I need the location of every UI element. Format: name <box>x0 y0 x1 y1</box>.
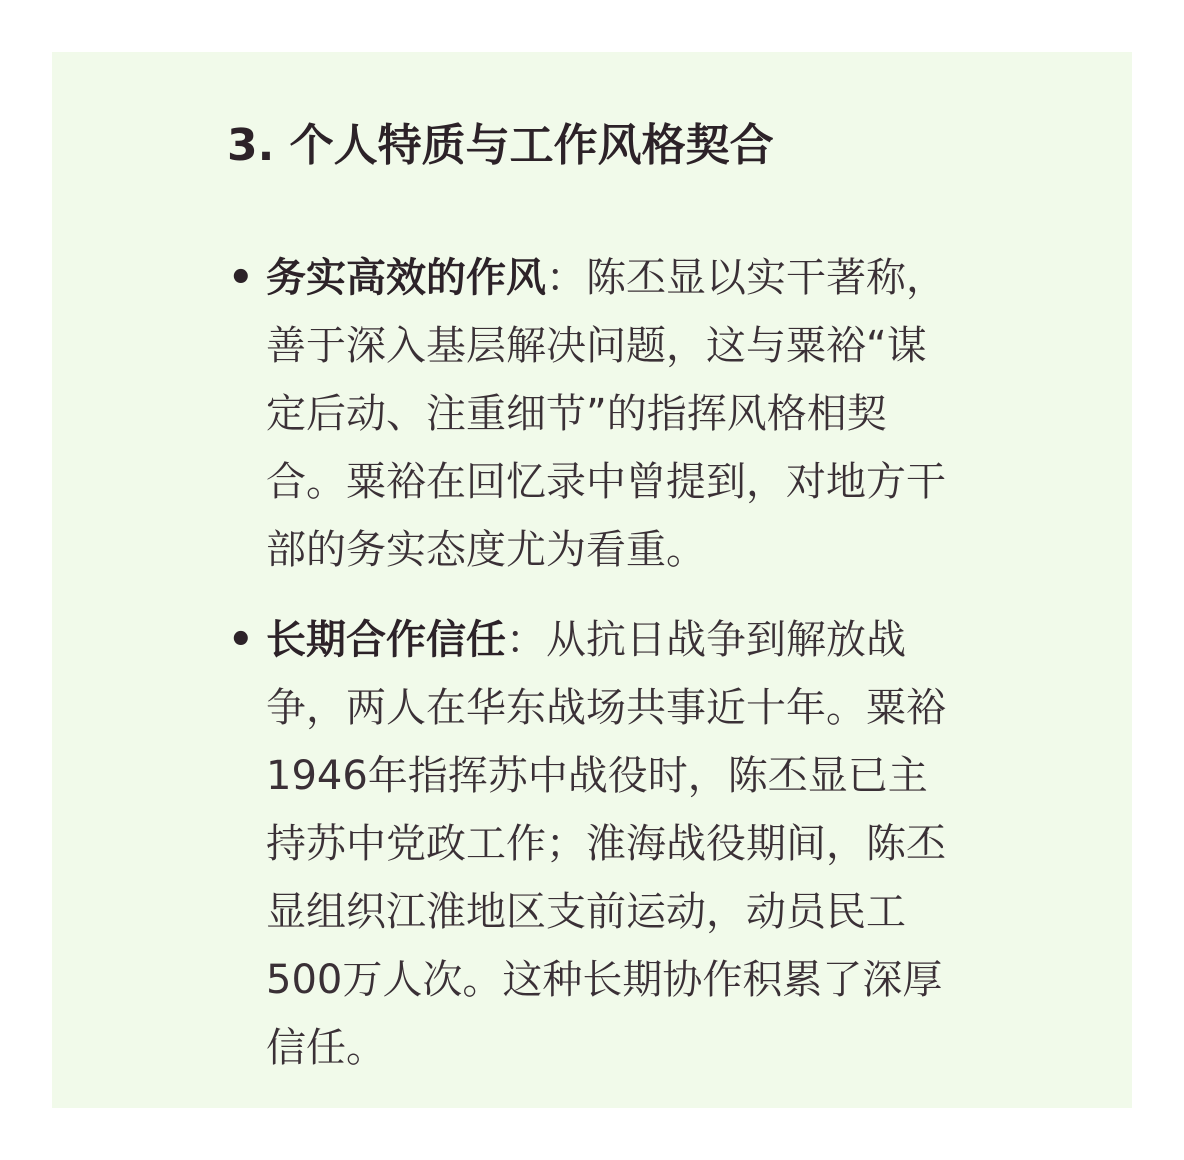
paragraph-line: 定后动、注重细节”的指挥风格相契 <box>266 391 887 437</box>
paragraph-line <box>266 244 1096 312</box>
bullet-label: 长期合作信任 <box>266 617 506 663</box>
bullet-marker: • <box>228 255 254 301</box>
paragraph-line: 1946年指挥苏中战役时，陈丕显已主 <box>266 753 928 799</box>
bullet-paragraph-pragmatic-style <box>266 244 1096 584</box>
paragraph-line: 500万人次。这种长期协作积累了深厚 <box>266 957 943 1003</box>
paragraph-line: 信任。 <box>266 1025 386 1071</box>
paragraph-line: 部的务实态度尤为看重。 <box>266 527 706 573</box>
paragraph-text: ：陈丕显以实干著称， <box>546 255 946 301</box>
paragraph-text: ：从抗日战争到解放战 <box>506 617 906 663</box>
bullet-paragraph-long-term-trust <box>266 606 1096 1082</box>
paragraph-line: 持苏中党政工作；淮海战役期间，陈丕 <box>266 821 946 867</box>
section-heading: 3. 个人特质与工作风格契合 <box>227 120 774 171</box>
paragraph-line: 善于深入基层解决问题，这与粟裕“谋 <box>266 323 927 369</box>
paragraph-line: 显组织江淮地区支前运动，动员民工 <box>266 889 906 935</box>
paragraph-line: 合。粟裕在回忆录中曾提到，对地方干 <box>266 459 946 505</box>
paragraph-line: 争，两人在华东战场共事近十年。粟裕 <box>266 685 946 731</box>
paragraph-line <box>266 606 1096 674</box>
bullet-label: 务实高效的作风 <box>266 255 546 301</box>
bullet-marker: • <box>228 617 254 663</box>
